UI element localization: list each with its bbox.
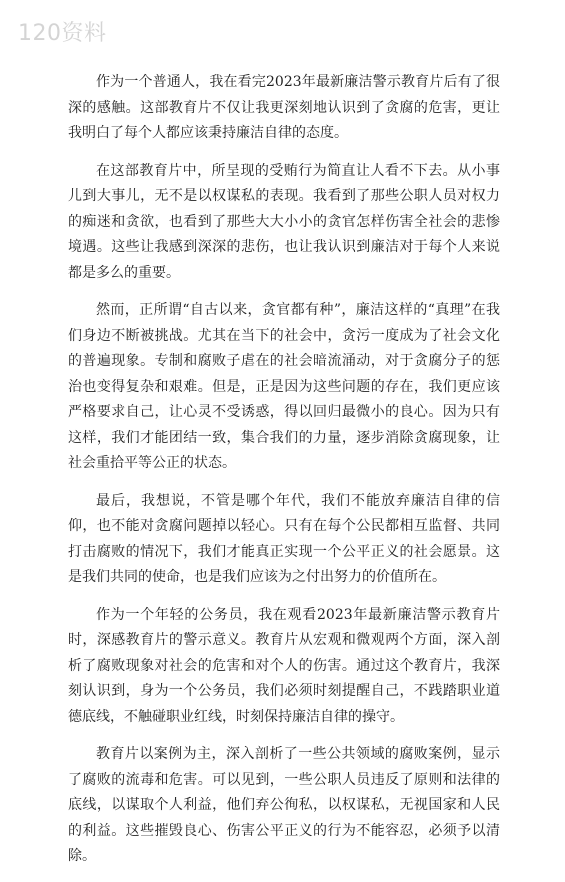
paragraph: 作为一个年轻的公务员，我在观看2023年最新廉洁警示教育片时，深感教育片的警示意义。教育片从宏观和微观两个方面，深入剖析了腐败现象对社会的危害和对个人的伤害。通过这个教育片，我深刻认识到，身为一个公务员，我们必须时刻提醒自己，不践踏职业道德底线，不触碰职业红线，时刻保持廉洁自律的操守。 bbox=[68, 606, 500, 725]
paragraph: 在这部教育片中，所呈现的受贿行为简直让人看不下去。从小事儿到大事儿，无不是以权谋私的表现。我看到了那些公职人员对权力的痴迷和贪欲，也看到了那些大大小小的贪官怎样伤害全社会的悲惨境遇。这些让我感到深深的悲伤，也让我认识到廉洁对于每个人来说都是多么的重要。 bbox=[68, 162, 500, 281]
paragraph: 最后，我想说，不管是哪个年代，我们不能放弃廉洁自律的信仰，也不能对贪腐问题掉以轻心。只有在每个公民都相互监督、共同打击腐败的情况下，我们才能真正实现一个公平正义的社会愿景。这是我们共同的使命，也是我们应该为之付出努力的价值所在。 bbox=[68, 492, 500, 585]
watermark-logo: 120资料 bbox=[18, 21, 107, 46]
document-body bbox=[68, 70, 500, 882]
paragraph: 作为一个普通人，我在看完2023年最新廉洁警示教育片后有了很深的感触。这部教育片不仅让我更深刻地认识到了贪腐的危害，更让我明白了每个人都应该秉持廉洁自律的态度。 bbox=[68, 74, 500, 141]
paragraph: 然而，正所谓“自古以来，贪官都有种”，廉洁这样的“真理”在我们身边不断被挑战。尤其在当下的社会中，贪污一度成为了社会文化的普遍现象。专制和腐败子虐在的社会暗流涌动，对于贪腐分子的惩治也变得复杂和艰难。但是，正是因为这些问题的存在，我们更应该严格要求自己，让心灵不受诱惑，得以回归最微小的良心。因为只有这样，我们才能团结一致，集合我们的力量，逐步消除贪腐现象，让社会重拾平等公正的状态。 bbox=[68, 302, 500, 471]
paragraph: 教育片以案例为主，深入剖析了一些公共领域的腐败案例，显示了腐败的流毒和危害。可以见到，一些公职人员违反了原则和法律的底线，以谋取个人利益，他们弃公徇私，以权谋私，无视国家和人民的利益。这些摧毁良心、伤害公平正义的行为不能容忍，必须予以清除。 bbox=[68, 746, 500, 864]
